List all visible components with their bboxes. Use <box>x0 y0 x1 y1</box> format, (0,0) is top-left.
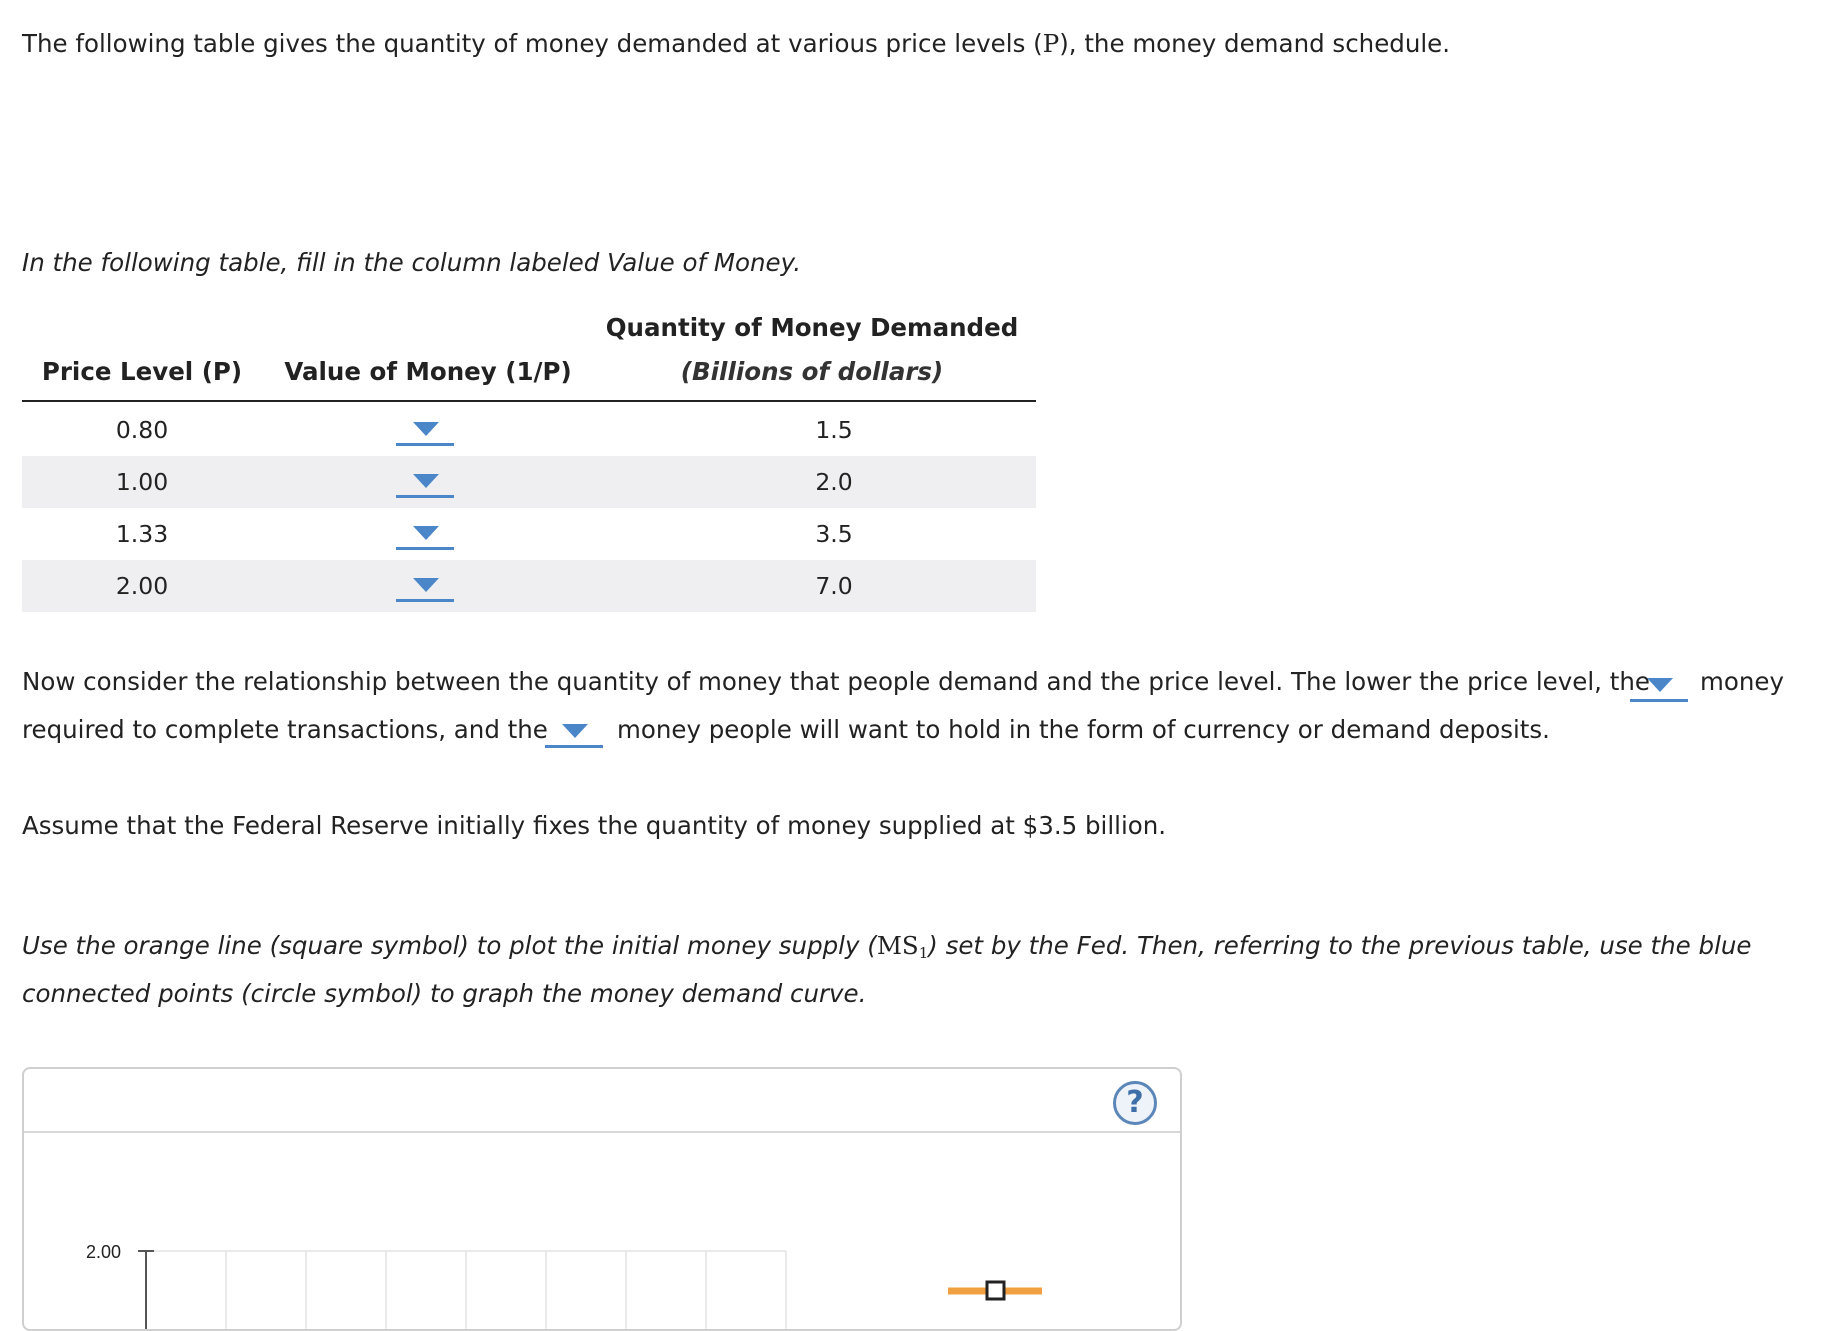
help-icon[interactable]: ? <box>1113 1081 1157 1125</box>
table-row <box>22 456 1036 508</box>
fed-assumption: Assume that the Federal Reserve initially fixes the quantity of money supplied at $3.5 billion. <box>22 811 1167 840</box>
relationship-line2-after: money people will want to hold in the form of currency or demand deposits. <box>617 715 1550 744</box>
table-row <box>22 508 1036 560</box>
chevron-down-icon <box>413 422 439 436</box>
money-graph[interactable] <box>24 1069 1180 1329</box>
money-supply-tool[interactable] <box>948 1282 1042 1299</box>
quantity-cell: 2.0 <box>815 468 853 496</box>
chevron-down-icon <box>413 474 439 488</box>
quantity-cell: 7.0 <box>815 572 853 600</box>
intro-part1: The following table gives the quantity of money demanded at various price levels ( <box>22 29 1043 58</box>
table-instruction: In the following table, fill in the column labeled Value of Money. <box>22 248 801 277</box>
header-price-level: Price Level (P) <box>41 357 243 386</box>
table-header-rule <box>22 400 1036 402</box>
dropdown-underline <box>396 599 454 602</box>
relationship-line1-text: Now consider the relationship between the quantity of money that people demand and the price level. The lower the price level, the <box>22 667 1650 696</box>
y-tick-label-top: 2.00 <box>85 1242 121 1262</box>
header-quantity-units: (Billions of dollars) <box>680 357 944 386</box>
value-of-money-dropdown[interactable] <box>396 468 454 498</box>
quantity-comparison-dropdown[interactable] <box>1630 672 1688 702</box>
chevron-down-icon <box>413 526 439 540</box>
price-cell: 1.00 <box>115 468 169 496</box>
money-supply-symbol: MS <box>876 931 919 960</box>
header-quantity: Quantity of Money Demanded <box>605 313 1019 342</box>
chevron-down-icon <box>1647 678 1673 692</box>
chevron-down-icon <box>413 578 439 592</box>
price-symbol: P <box>1042 29 1060 58</box>
value-of-money-dropdown[interactable] <box>396 416 454 446</box>
quantity-cell: 1.5 <box>815 416 853 444</box>
dropdown-underline <box>396 547 454 550</box>
chevron-down-icon <box>562 724 588 738</box>
graph-instruction-part1: Use the orange line (square symbol) to plot the initial money supply ( <box>22 931 877 960</box>
header-value-of-money: Value of Money (1/P) <box>284 357 572 386</box>
square-symbol-icon[interactable] <box>987 1282 1004 1299</box>
table-row <box>22 560 1036 612</box>
dropdown-underline <box>396 495 454 498</box>
relationship-line2: required to complete transactions, and the <box>22 715 548 744</box>
relationship-line1 <box>22 658 1650 706</box>
price-cell: 1.33 <box>115 520 169 548</box>
relationship-line1-after: money <box>1700 667 1784 696</box>
value-of-money-dropdown[interactable] <box>396 520 454 550</box>
price-cell: 0.80 <box>115 416 169 444</box>
intro-text <box>22 20 1450 68</box>
table-row <box>22 404 1036 456</box>
graph-panel <box>22 1067 1182 1331</box>
dropdown-underline <box>396 443 454 446</box>
quantity-cell: 3.5 <box>815 520 853 548</box>
dropdown-underline <box>545 745 603 748</box>
money-hold-dropdown[interactable] <box>545 718 603 748</box>
money-supply-subscript: 1 <box>918 944 929 962</box>
value-of-money-dropdown[interactable] <box>396 572 454 602</box>
graph-instruction-part2: ) set by the Fed. Then, referring to the previous table, use the blue <box>928 931 1752 960</box>
graph-instruction-line1 <box>22 922 1751 973</box>
intro-part2: ), the money demand schedule. <box>1059 29 1451 58</box>
graph-instruction-line2: connected points (circle symbol) to graph the money demand curve. <box>22 979 867 1008</box>
dropdown-underline <box>1630 699 1688 702</box>
grid-lines <box>146 1251 786 1329</box>
price-cell: 2.00 <box>115 572 169 600</box>
